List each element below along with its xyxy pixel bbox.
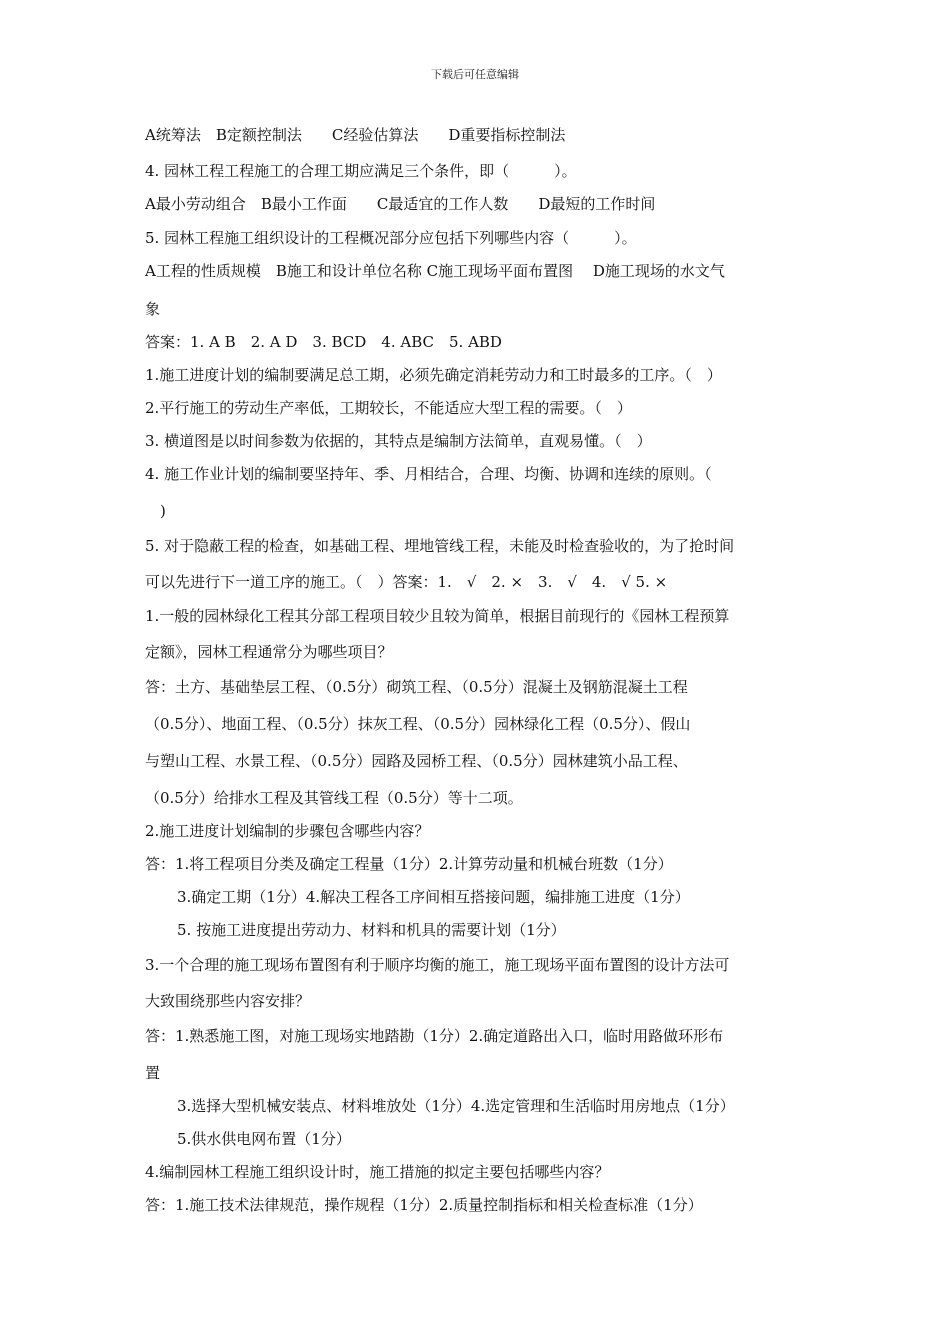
text-line: 1.一般的园林绿化工程其分部工程项目较少且较为简单，根据目前现行的《园林工程预算	[145, 607, 730, 625]
text-line: A工程的性质规模 B施工和设计单位名称 C施工现场平面布置图 D施工现场的水文气	[145, 262, 725, 280]
text-line: 3. 横道图是以时间参数为依据的，其特点是编制方法简单，直观易懂。（ ）	[145, 432, 652, 450]
text-line: （0.5分）、地面工程、（0.5分）抹灰工程、（0.5分）园林绿化工程（0.5分）、假山	[145, 715, 691, 733]
text-line: 象	[145, 300, 161, 318]
text-line: 2.施工进度计划编制的步骤包含哪些内容？	[145, 822, 430, 840]
text-line: 答：1.将工程项目分类及确定工程量（1分）2.计算劳动量和机械台班数（1分）	[145, 855, 673, 873]
text-line: 3.选择大型机械安装点、材料堆放处（1分）4.选定管理和生活临时用房地点（1分）	[177, 1097, 735, 1115]
text-line: 4. 施工作业计划的编制要坚持年、季、月相结合，合理、均衡、协调和连续的原则。（	[145, 465, 712, 483]
text-line: 3.一个合理的施工现场布置图有利于顺序均衡的施工，施工现场平面布置图的设计方法可	[145, 956, 730, 974]
text-line: )	[145, 502, 166, 520]
text-line: 3.确定工期（1分）4.解决工程各工序间相互搭接问题，编排施工进度（1分）	[177, 888, 690, 906]
text-line: 5. 按施工进度提出劳动力、材料和机具的需要计划（1分）	[177, 921, 566, 939]
text-line: 5. 园林工程施工组织设计的工程概况部分应包括下列哪些内容（ ）。	[145, 229, 637, 247]
text-line: 4. 园林工程工程施工的合理工期应满足三个条件，即（ ）。	[145, 162, 577, 180]
text-line: A最小劳动组合 B最小工作面 C最适宜的工作人数 D最短的工作时间	[145, 195, 656, 213]
text-line: A统筹法 B定额控制法 C经验估算法 D重要指标控制法	[145, 126, 566, 144]
text-line: 大致围绕那些内容安排？	[145, 992, 311, 1010]
text-line: 2.平行施工的劳动生产率低，工期较长，不能适应大型工程的需要。（ ）	[145, 399, 632, 417]
text-line: 定额》，园林工程通常分为哪些项目？	[145, 643, 393, 661]
text-line: 5.供水供电网布置（1分）	[177, 1130, 351, 1148]
text-line: 答：土方、基础垫层工程、（0.5分）砌筑工程、（0.5分）混凝土及钢筋混凝土工程	[145, 678, 688, 696]
text-line: 可以先进行下一道工序的施工。（ ）答案：1. √ 2. × 3. √ 4. √ 5. ×	[145, 573, 668, 591]
text-line: 与塑山工程、水景工程、（0.5分）园路及园桥工程、（0.5分）园林建筑小品工程、	[145, 752, 688, 770]
text-line: 1.施工进度计划的编制要满足总工期，必须先确定消耗劳动力和工时最多的工序。（ ）	[145, 366, 722, 384]
text-line: 置	[145, 1064, 161, 1082]
text-line: 答案：1. A B 2. A D 3. BCD 4. ABC 5. ABD	[145, 333, 502, 351]
text-line: 答：1.施工技术法律规范，操作规程（1分）2.质量控制指标和相关检查标准（1分）	[145, 1196, 703, 1214]
text-line: 5. 对于隐蔽工程的检查，如基础工程、埋地管线工程，未能及时检查验收的，为了抢时间	[145, 537, 735, 555]
text-line: 4.编制园林工程施工组织设计时，施工措施的拟定主要包括哪些内容？	[145, 1163, 610, 1181]
page-header: 下载后可任意编辑	[431, 68, 519, 81]
text-line: （0.5分）给排水工程及其管线工程（0.5分）等十二项。	[145, 789, 523, 807]
text-line: 答：1.熟悉施工图，对施工现场实地踏勘（1分）2.确定道路出入口，临时用路做环形布	[145, 1027, 724, 1045]
